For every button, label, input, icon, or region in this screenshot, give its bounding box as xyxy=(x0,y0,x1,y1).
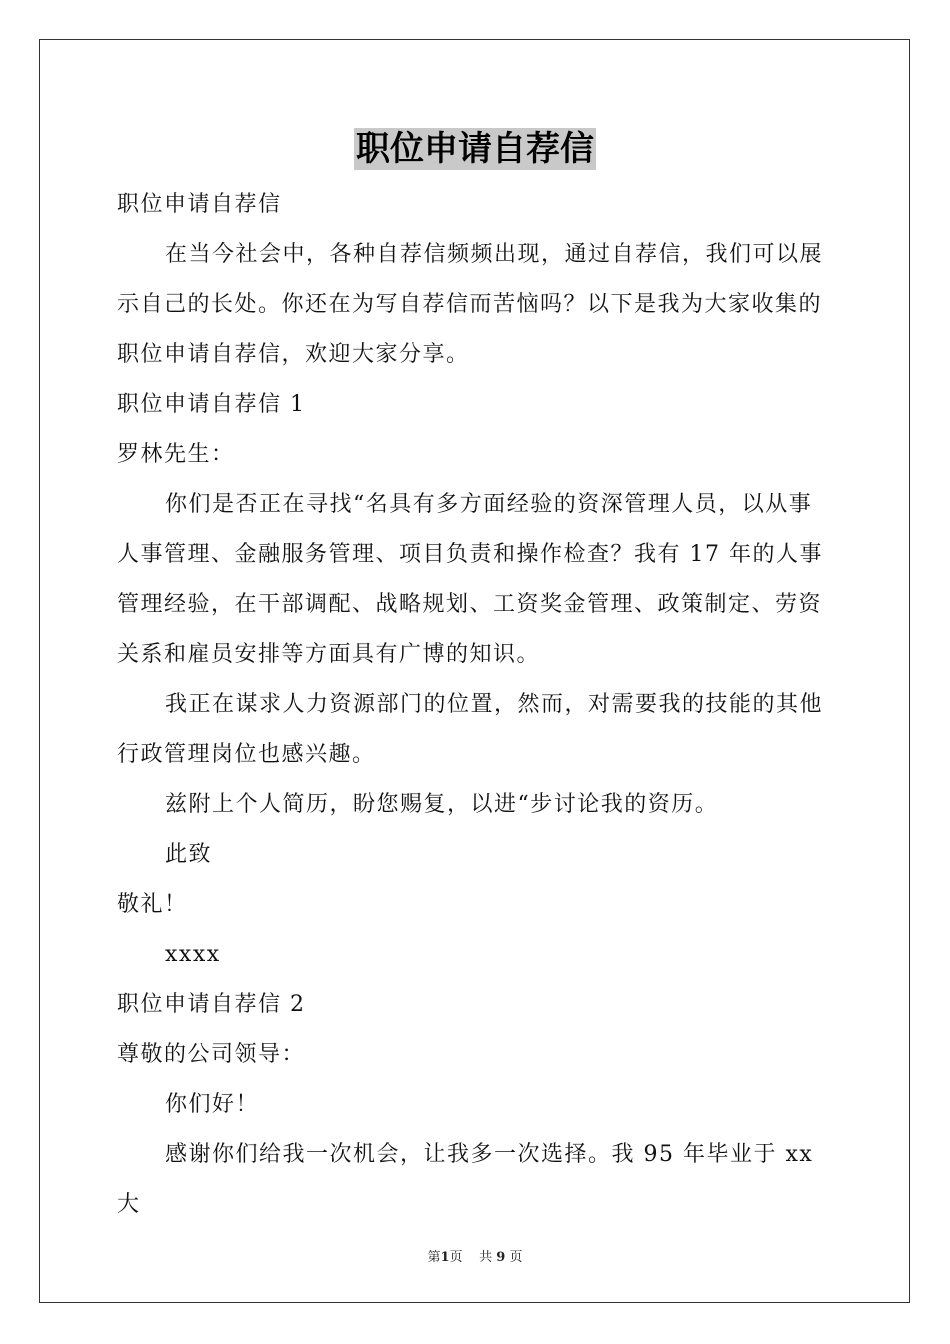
page-footer xyxy=(0,1246,950,1265)
footer-total-prefix: 共 xyxy=(479,1250,493,1265)
footer-total-pages: 9 xyxy=(496,1250,506,1265)
paragraph: xxxx xyxy=(165,942,221,967)
paragraph: 尊敬的公司领导： xyxy=(117,1042,306,1067)
footer-page-number: 1 xyxy=(440,1250,450,1265)
title-container xyxy=(0,128,950,170)
paragraph: 你们是否正在寻找“名具有多方面经验的资深管理人员，以从事人事管理、金融服务管理、项目负责和操作检查？我有 17 年的人事管理经验，在干部调配、战略规划、工资奖金管理、政策制定、劳资关系和雇员安排等方面具有广博的知识。 xyxy=(117,492,823,667)
document-title: 职位申请自荐信 xyxy=(356,129,594,169)
paragraph: 感谢你们给我一次机会，让我多一次选择。我 95 年毕业于 xx 大 xyxy=(117,1142,814,1217)
paragraph: 你们好！ xyxy=(165,1092,260,1117)
paragraph: 兹附上个人简历，盼您赐复，以进“步讨论我的资历。 xyxy=(165,792,719,817)
paragraph: 在当今社会中，各种自荐信频频出现，通过自荐信，我们可以展示自己的长处。你还在为写自荐信而苦恼吗？以下是我为大家收集的职位申请自荐信，欢迎大家分享。 xyxy=(117,242,824,367)
footer-page-unit: 页 xyxy=(449,1250,463,1265)
paragraph: 职位申请自荐信 xyxy=(117,192,282,217)
paragraph: 我正在谋求人力资源部门的位置，然而，对需要我的技能的其他行政管理岗位也感兴趣。 xyxy=(117,692,824,767)
paragraph: 罗林先生： xyxy=(117,442,235,467)
document-body xyxy=(117,180,833,1230)
paragraph: 敬礼！ xyxy=(117,892,188,917)
footer-prefix: 第 xyxy=(427,1250,441,1265)
footer-total-unit: 页 xyxy=(509,1250,523,1265)
paragraph: 职位申请自荐信 1 xyxy=(117,392,306,417)
paragraph: 职位申请自荐信 2 xyxy=(117,992,306,1017)
paragraph: 此致 xyxy=(165,842,213,867)
